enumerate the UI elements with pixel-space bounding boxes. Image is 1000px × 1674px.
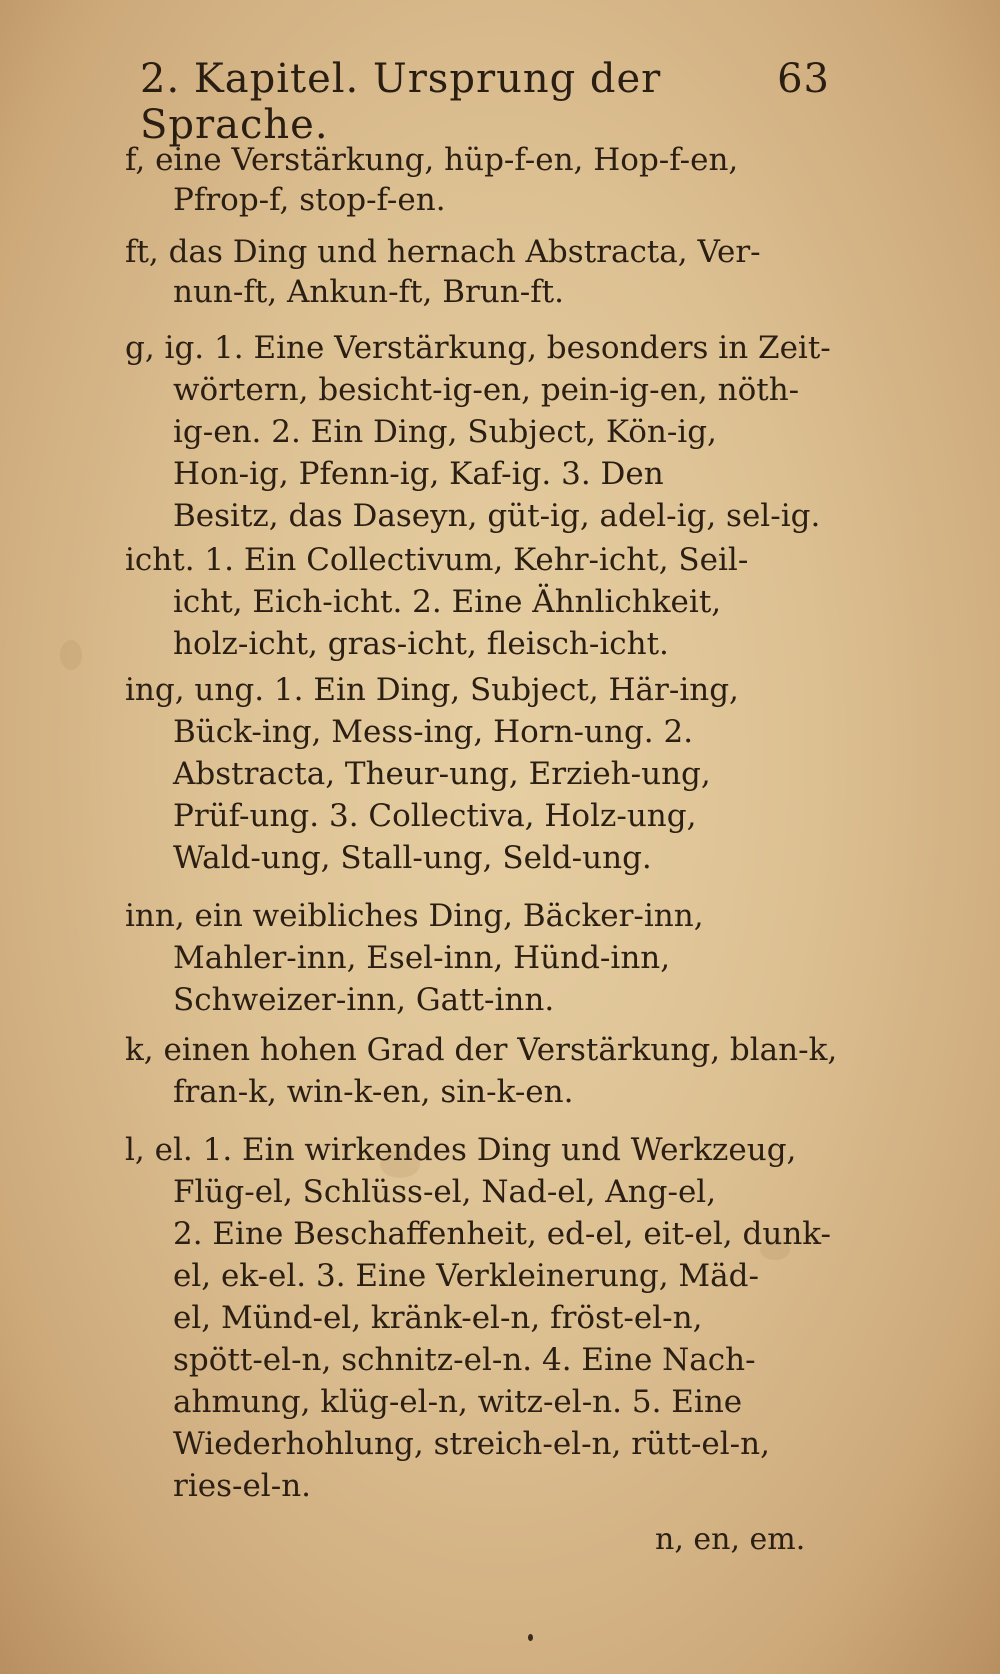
entry-line: spött-el-n, schnitz-el-n. 4. Eine Nach- (173, 1342, 756, 1378)
entry-line: ries-el-n. (173, 1468, 312, 1504)
entry-line: k, einen hohen Grad der Verstärkung, blan-k, (125, 1032, 838, 1068)
entry-line: ft, das Ding und hernach Abstracta, Ver- (125, 234, 761, 270)
entry-line: holz-icht, gras-icht, fleisch-icht. (173, 626, 669, 662)
entry-line: el, ek-el. 3. Eine Verkleinerung, Mäd- (173, 1258, 759, 1294)
entry-line: Wald-ung, Stall-ung, Seld-ung. (173, 840, 652, 876)
entry-line: icht. 1. Ein Collectivum, Kehr-icht, Seil- (125, 542, 749, 578)
catchword: n, en, em. (655, 1522, 806, 1557)
entry-line: Mahler-inn, Esel-inn, Hünd-inn, (173, 940, 671, 976)
entry-line: Wiederhohlung, streich-el-n, rütt-el-n, (173, 1426, 770, 1462)
entry-line: Abstracta, Theur-ung, Erzieh-ung, (173, 756, 711, 792)
entry-line: wörtern, besicht-ig-en, pein-ig-en, nöth- (173, 372, 800, 408)
page-number: 63 (777, 56, 830, 102)
chapter-title: 2. Kapitel. Ursprung der Sprache. (140, 56, 662, 148)
entry-line: Schweizer-inn, Gatt-inn. (173, 982, 555, 1018)
entry-line: ig-en. 2. Ein Ding, Subject, Kön-ig, (173, 414, 717, 450)
entry-line: ahmung, klüg-el-n, witz-el-n. 5. Eine (173, 1384, 743, 1420)
entry-line: fran-k, win-k-en, sin-k-en. (173, 1074, 574, 1110)
running-head (140, 48, 830, 148)
entry-line: Hon-ig, Pfenn-ig, Kaf-ig. 3. Den (173, 456, 664, 492)
paper-stain (60, 640, 82, 670)
ink-dot (528, 1634, 533, 1641)
entry-line: icht, Eich-icht. 2. Eine Ähnlichkeit, (173, 584, 722, 620)
entry-line: ing, ung. 1. Ein Ding, Subject, Här-ing, (125, 672, 739, 708)
entry-line: Flüg-el, Schlüss-el, Nad-el, Ang-el, (173, 1174, 717, 1210)
entry-line: f, eine Verstärkung, hüp-f-en, Hop-f-en, (125, 142, 739, 178)
entry-line: l, el. 1. Ein wirkendes Ding und Werkzeug, (125, 1132, 797, 1168)
entry-line: Pfrop-f, stop-f-en. (173, 182, 446, 218)
entry-line: inn, ein weibliches Ding, Bäcker-inn, (125, 898, 704, 934)
entry-line: el, Münd-el, kränk-el-n, fröst-el-n, (173, 1300, 703, 1336)
entry-line: Bück-ing, Mess-ing, Horn-ung. 2. (173, 714, 694, 750)
entry-line: nun-ft, Ankun-ft, Brun-ft. (173, 274, 564, 310)
entry-line: g, ig. 1. Eine Verstärkung, besonders in Zeit- (125, 330, 831, 366)
entry-line: Prüf-ung. 3. Collectiva, Holz-ung, (173, 798, 697, 834)
entry-line: 2. Eine Beschaffenheit, ed-el, eit-el, dunk- (173, 1216, 831, 1252)
entry-line: Besitz, das Daseyn, güt-ig, adel-ig, sel-ig. (173, 498, 821, 534)
